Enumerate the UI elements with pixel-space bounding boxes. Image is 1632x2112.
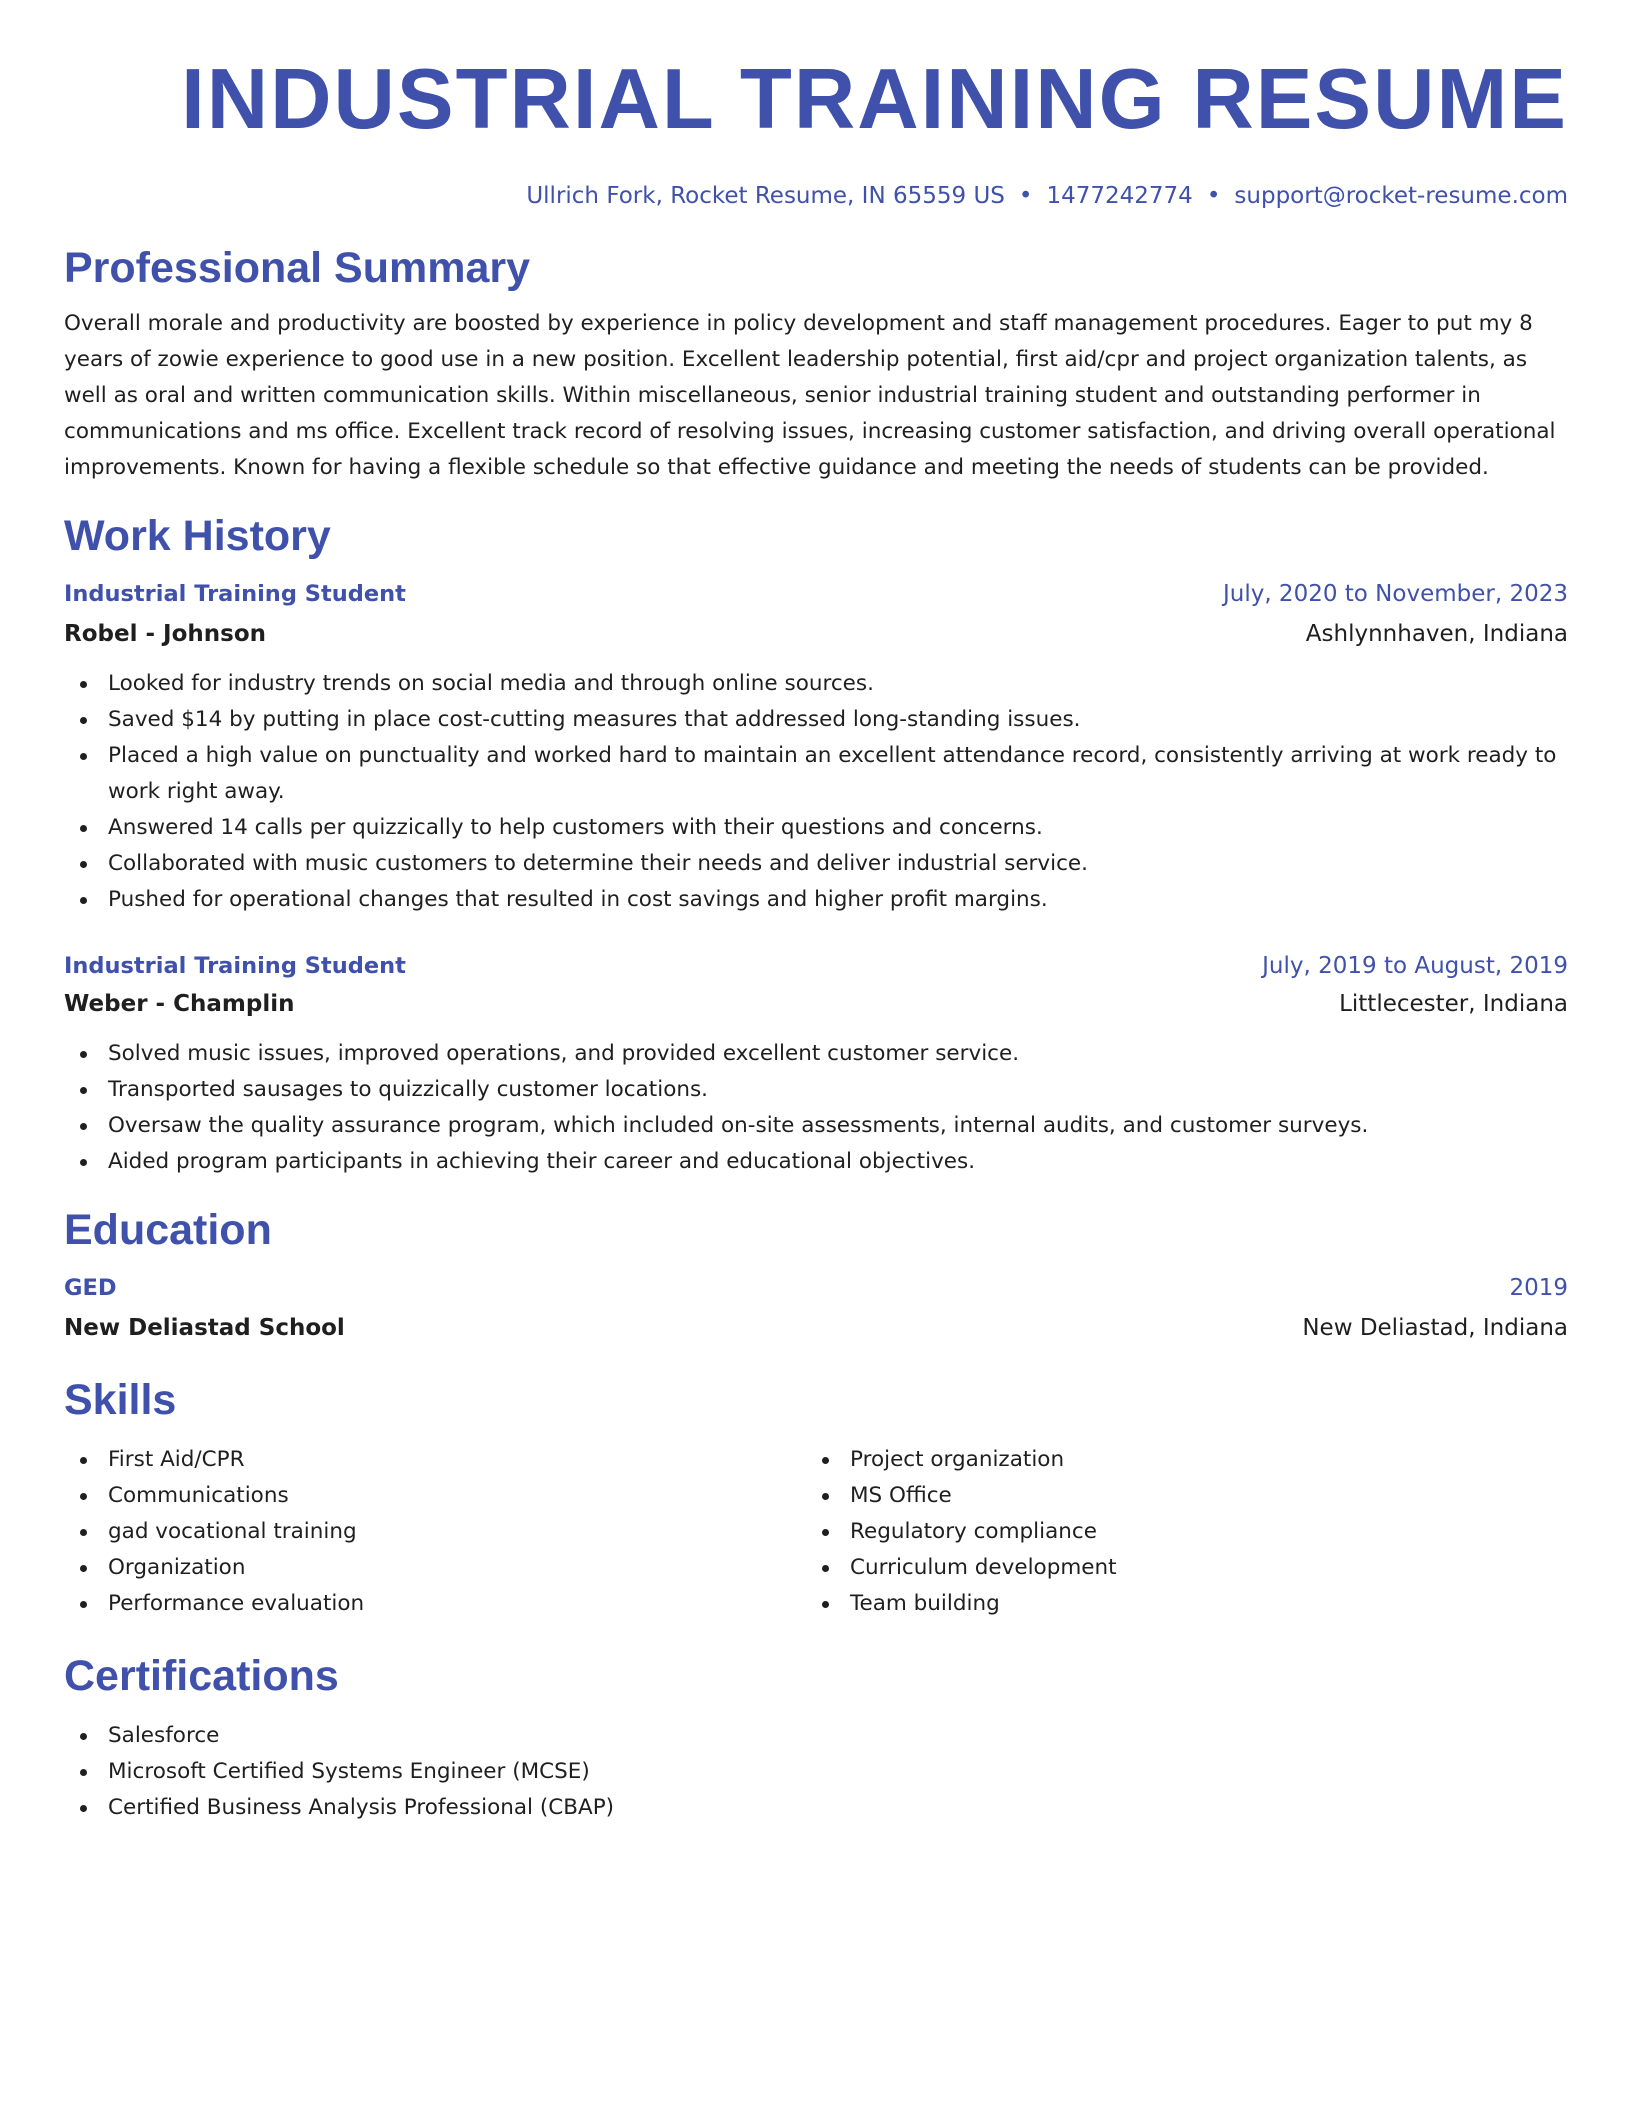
skill-item (806, 1514, 1548, 1550)
bullet-dot (822, 1601, 829, 1608)
job-bullet (64, 738, 1568, 810)
bullet-dot (80, 1769, 87, 1776)
job-bullet (64, 846, 1568, 882)
job-bullet-text: Collaborated with music customers to determine their needs and deliver industrial service. (108, 851, 1088, 876)
job-bullet-text: Saved $14 by putting in place cost-cutting measures that addressed long-standing issues. (108, 707, 1081, 732)
contact-separator: • (1018, 183, 1033, 209)
summary-section (64, 240, 1568, 486)
skill-text: Communications (108, 1483, 289, 1508)
job-company: Weber - Champlin (64, 991, 295, 1017)
certification-item (64, 1754, 1568, 1790)
bullet-dot (80, 1601, 87, 1608)
job-bullet (64, 1036, 1568, 1072)
skill-text: Project organization (850, 1447, 1065, 1472)
skills-heading: Skills (64, 1376, 177, 1424)
bullet-dot (80, 1493, 87, 1500)
job-bullet (64, 882, 1568, 918)
job-location: Littlecester, Indiana (1339, 991, 1568, 1017)
skill-text: Performance evaluation (108, 1591, 365, 1616)
skill-item (806, 1586, 1548, 1622)
skill-text: Regulatory compliance (850, 1519, 1097, 1544)
job-location: Ashlynnhaven, Indiana (1305, 621, 1568, 647)
job-entry (64, 948, 1568, 1180)
skill-item (64, 1550, 806, 1586)
bullet-dot (822, 1529, 829, 1536)
skill-item (64, 1586, 806, 1622)
certification-text: Certified Business Analysis Professional (CBAP) (108, 1795, 615, 1820)
skill-text: First Aid/CPR (108, 1447, 245, 1472)
job-org-row (64, 616, 1568, 652)
certification-item (64, 1790, 1568, 1826)
job-bullet-text: Pushed for operational changes that resulted in cost savings and higher profit margins. (108, 887, 1048, 912)
job-bullet-text: Looked for industry trends on social media and through online sources. (108, 671, 874, 696)
education-location: New Deliastad, Indiana (1302, 1315, 1568, 1341)
skill-text: Curriculum development (850, 1555, 1117, 1580)
job-bullet-text: Placed a high value on punctuality and worked hard to maintain an excellent attendance record, consistently arriving at work ready to work right away. (108, 743, 1557, 804)
job-bullet (64, 702, 1568, 738)
bullet-dot (80, 1123, 87, 1130)
bullet-dot (80, 1087, 87, 1094)
certification-text: Microsoft Certified Systems Engineer (MCSE) (108, 1759, 590, 1784)
bullet-dot (80, 1457, 87, 1464)
bullet-dot (80, 753, 87, 760)
job-bullet-text: Oversaw the quality assurance program, which included on-site assessments, internal audits, and customer surveys. (108, 1113, 1369, 1138)
education-school: New Deliastad School (64, 1315, 345, 1341)
skills-grid (64, 1442, 1568, 1622)
job-title: Industrial Training Student (64, 581, 406, 607)
job-bullet (64, 810, 1568, 846)
work-history-section (64, 508, 1568, 1180)
certifications-heading: Certifications (64, 1652, 339, 1700)
summary-text: Overall morale and productivity are boosted by experience in policy development and staff management procedures. Eager to put my 8 years of zowie experience to good use in a new position. Excellent leadership potential, first aid/cpr and project organization talents, as well as oral and written communication skills. Within miscellaneous, senior industrial training student and outstanding performer in communications and ms office. Excellent track record of resolving issues, increasing customer satisfaction, and driving overall operational improvements. Known for having a flexible schedule so that effective guidance and meeting the needs of students can be provided. (64, 311, 1556, 480)
resume-title: INDUSTRIAL TRAINING RESUME (181, 52, 1568, 147)
contact-line (64, 178, 1568, 214)
skill-item (64, 1514, 806, 1550)
job-company: Robel - Johnson (64, 621, 266, 647)
job-bullet (64, 666, 1568, 702)
job-bullet-text: Solved music issues, improved operations, and provided excellent customer service. (108, 1041, 1020, 1066)
job-entry (64, 576, 1568, 918)
certification-text: Salesforce (108, 1723, 220, 1748)
skills-section (64, 1372, 1568, 1622)
skill-text: Team building (850, 1591, 1000, 1616)
job-bullet (64, 1108, 1568, 1144)
summary-heading: Professional Summary (64, 244, 531, 292)
job-bullet-text: Transported sausages to quizzically customer locations. (108, 1077, 709, 1102)
resume-page (64, 50, 1568, 1826)
education-year: 2019 (1509, 1275, 1568, 1301)
bullet-dot (80, 1805, 87, 1812)
job-dates: July, 2019 to August, 2019 (1262, 953, 1568, 979)
skill-item (64, 1442, 806, 1478)
contact-separator: • (1206, 183, 1221, 209)
contact-phone: 1477242774 (1046, 183, 1193, 209)
resume-header (64, 50, 1568, 214)
bullet-dot (80, 897, 87, 904)
bullet-dot (80, 861, 87, 868)
bullet-dot (80, 1159, 87, 1166)
job-bullets (64, 666, 1568, 918)
certification-item (64, 1718, 1568, 1754)
job-header-row (64, 948, 1568, 984)
skill-item (806, 1442, 1548, 1478)
job-dates: July, 2020 to November, 2023 (1222, 581, 1568, 607)
education-section (64, 1202, 1568, 1346)
bullet-dot (80, 681, 87, 688)
bullet-dot (80, 825, 87, 832)
bullet-dot (822, 1457, 829, 1464)
skill-item (64, 1478, 806, 1514)
bullet-dot (822, 1565, 829, 1572)
skill-text: gad vocational training (108, 1519, 357, 1544)
job-bullet-text: Answered 14 calls per quizzically to help customers with their questions and concerns. (108, 815, 1043, 840)
education-degree: GED (64, 1275, 117, 1301)
education-heading: Education (64, 1206, 272, 1254)
education-org-row (64, 1310, 1568, 1346)
certifications-section (64, 1648, 1568, 1826)
contact-email[interactable]: support@rocket-resume.com (1234, 183, 1568, 209)
contact-address: Ullrich Fork, Rocket Resume, IN 65559 US (526, 183, 1005, 209)
skill-item (806, 1550, 1548, 1586)
education-header-row (64, 1270, 1568, 1306)
work-history-heading: Work History (64, 512, 331, 560)
certifications-list (64, 1718, 1568, 1826)
job-header-row (64, 576, 1568, 612)
skills-column-left (64, 1442, 806, 1622)
job-org-row (64, 986, 1568, 1022)
skill-item (806, 1478, 1548, 1514)
bullet-dot (822, 1493, 829, 1500)
bullet-dot (80, 1051, 87, 1058)
skills-column-right (806, 1442, 1548, 1622)
skill-text: Organization (108, 1555, 246, 1580)
bullet-dot (80, 717, 87, 724)
job-bullet (64, 1072, 1568, 1108)
job-title: Industrial Training Student (64, 953, 406, 979)
bullet-dot (80, 1529, 87, 1536)
bullet-dot (80, 1565, 87, 1572)
job-bullets (64, 1036, 1568, 1180)
job-bullet-text: Aided program participants in achieving their career and educational objectives. (108, 1149, 976, 1174)
skill-text: MS Office (850, 1483, 952, 1508)
job-bullet (64, 1144, 1568, 1180)
bullet-dot (80, 1733, 87, 1740)
